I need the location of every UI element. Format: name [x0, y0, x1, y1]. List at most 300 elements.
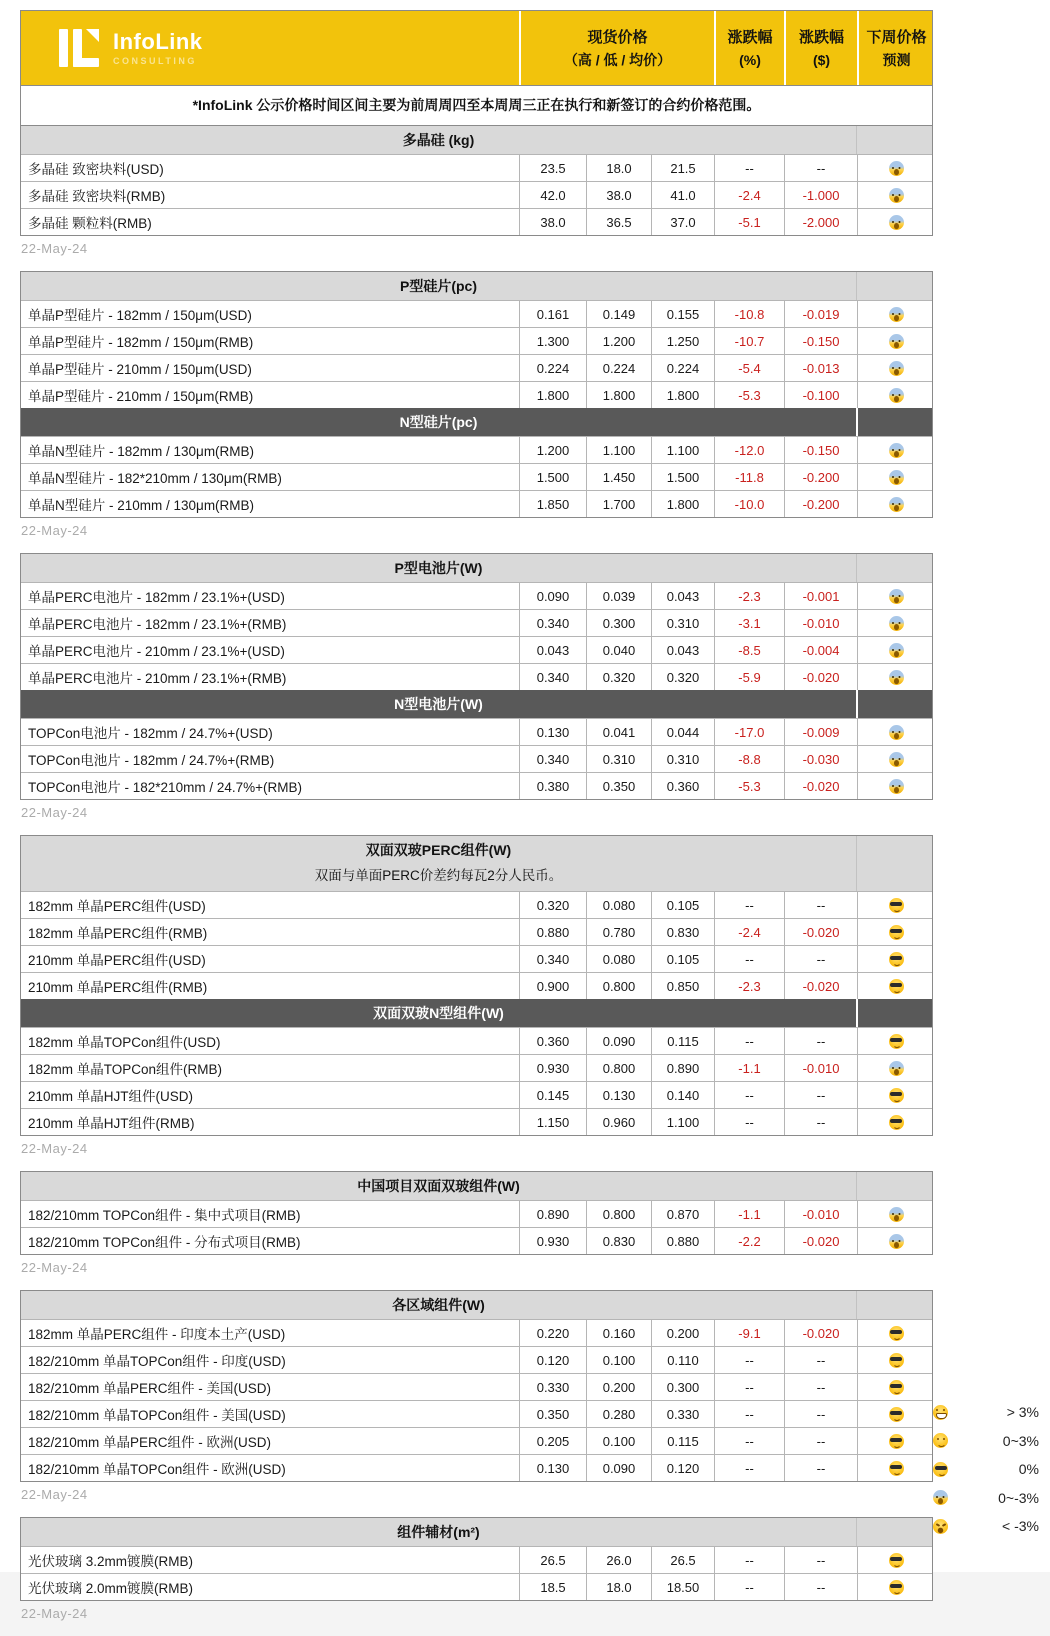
low-price-cell: 0.280 [586, 1401, 651, 1427]
high-price-cell: 0.380 [519, 773, 586, 799]
section-title: N型电池片(W) [394, 696, 483, 712]
product-name-cell: 210mm 单晶PERC组件(USD) [28, 953, 206, 968]
change-usd-cell: -0.020 [784, 664, 857, 690]
table-row [21, 1373, 932, 1400]
change-pct-cell: -2.2 [714, 1228, 784, 1254]
product-name-cell: 182/210mm 单晶TOPCon组件 - 美国(USD) [28, 1408, 286, 1423]
column-header-change-usd: 涨跌幅 ($) [784, 11, 857, 85]
low-price-cell: 0.300 [586, 610, 651, 636]
avg-price-cell: 0.044 [651, 719, 714, 745]
change-pct-cell: -- [714, 1401, 784, 1427]
forecast-cell [857, 1428, 934, 1454]
high-price-cell: 0.930 [519, 1228, 586, 1254]
column-header-change-pct: 涨跌幅 (%) [714, 11, 784, 85]
table-row [21, 436, 932, 463]
change-pct-cell: -- [714, 1547, 784, 1573]
change-pct-cell: -11.8 [714, 464, 784, 490]
change-usd-cell: -0.200 [784, 464, 857, 490]
forecast-cell [857, 637, 934, 663]
low-price-cell: 1.800 [586, 382, 651, 408]
section-header-forecast-cell [856, 272, 932, 300]
change-pct-cell: -10.7 [714, 328, 784, 354]
column-header-spot-price: 现货价格 （高 / 低 / 均价） [519, 11, 714, 85]
legend-label: < -3% [1002, 1518, 1039, 1535]
change-usd-cell: -- [784, 155, 857, 181]
product-name-cell: 182/210mm TOPCon组件 - 分布式项目(RMB) [28, 1235, 301, 1250]
change-pct-cell: -2.4 [714, 182, 784, 208]
avg-price-cell: 18.50 [651, 1574, 714, 1600]
forecast-emoji-icon [889, 215, 904, 230]
change-pct-cell: -5.4 [714, 355, 784, 381]
forecast-emoji-icon [889, 443, 904, 458]
block-date: 22-May-24 [21, 1606, 88, 1621]
section-header-forecast-cell [856, 554, 932, 582]
forecast-emoji-icon [889, 725, 904, 740]
avg-price-cell: 0.115 [651, 1028, 714, 1054]
low-price-cell: 0.200 [586, 1374, 651, 1400]
table-row [21, 1346, 932, 1373]
legend-label: 0~-3% [998, 1489, 1039, 1506]
change-pct-cell: -- [714, 155, 784, 181]
table-row [21, 972, 932, 999]
forecast-emoji-icon [889, 361, 904, 376]
change-pct-cell: -8.5 [714, 637, 784, 663]
low-price-cell: 0.100 [586, 1428, 651, 1454]
forecast-cell [857, 1374, 934, 1400]
forecast-cell [857, 1055, 934, 1081]
avg-price-cell: 0.310 [651, 746, 714, 772]
product-name-cell: 210mm 单晶PERC组件(RMB) [28, 980, 208, 995]
forecast-cell [857, 1347, 934, 1373]
legend-label: > 3% [1006, 1404, 1039, 1421]
avg-price-cell: 0.830 [651, 919, 714, 945]
forecast-cell [857, 1109, 934, 1135]
change-usd-cell: -0.020 [784, 1228, 857, 1254]
section-title: P型电池片(W) [394, 560, 483, 576]
section-header [21, 1291, 932, 1319]
forecast-cell [857, 464, 934, 490]
low-price-cell: 0.960 [586, 1109, 651, 1135]
block-date: 22-May-24 [21, 1260, 88, 1275]
change-pct-cell: -- [714, 1455, 784, 1481]
section-header [21, 836, 932, 891]
block-date: 22-May-24 [21, 1487, 88, 1502]
low-price-cell: 38.0 [586, 182, 651, 208]
product-name-cell: 光伏玻璃 3.2mm镀膜(RMB) [28, 1554, 193, 1569]
table-row [21, 582, 932, 609]
product-name-cell: 光伏玻璃 2.0mm镀膜(RMB) [28, 1581, 193, 1596]
forecast-emoji-icon [889, 1407, 904, 1422]
table-row [21, 300, 932, 327]
change-usd-cell: -0.010 [784, 1201, 857, 1227]
forecast-cell [857, 1028, 934, 1054]
high-price-cell: 42.0 [519, 182, 586, 208]
change-pct-cell: -9.1 [714, 1320, 784, 1346]
forecast-cell [857, 973, 934, 999]
forecast-cell [857, 301, 934, 327]
low-price-cell: 36.5 [586, 209, 651, 235]
forecast-cell [857, 1547, 934, 1573]
price-section [21, 126, 932, 235]
legend-item [933, 1427, 1039, 1456]
table-row [21, 945, 932, 972]
price-block [20, 125, 933, 271]
high-price-cell: 18.5 [519, 1574, 586, 1600]
product-name-cell: 182mm 单晶PERC组件(RMB) [28, 926, 208, 941]
low-price-cell: 0.800 [586, 973, 651, 999]
change-usd-cell: -- [784, 1374, 857, 1400]
low-price-cell: 18.0 [586, 1574, 651, 1600]
section-title: 双面双玻N型组件(W) [373, 1005, 504, 1021]
forecast-emoji-icon [889, 1034, 904, 1049]
change-usd-cell: -0.004 [784, 637, 857, 663]
change-usd-cell: -0.020 [784, 973, 857, 999]
change-pct-cell: -- [714, 1374, 784, 1400]
forecast-cell [857, 155, 934, 181]
forecast-emoji-icon [889, 670, 904, 685]
avg-price-cell: 0.043 [651, 637, 714, 663]
legend-label: 0% [1018, 1461, 1039, 1478]
section-header-forecast-cell [856, 408, 932, 436]
product-name-cell: 单晶PERC电池片 - 210mm / 23.1%+(RMB) [28, 671, 287, 686]
low-price-cell: 0.040 [586, 637, 651, 663]
forecast-cell [857, 583, 934, 609]
low-price-cell: 0.160 [586, 1320, 651, 1346]
avg-price-cell: 1.800 [651, 382, 714, 408]
forecast-emoji-icon [889, 1580, 904, 1595]
change-usd-cell: -0.009 [784, 719, 857, 745]
low-price-cell: 1.450 [586, 464, 651, 490]
change-pct-cell: -- [714, 892, 784, 918]
high-price-cell: 23.5 [519, 155, 586, 181]
forecast-cell [857, 610, 934, 636]
change-usd-cell: -1.000 [784, 182, 857, 208]
change-pct-cell: -2.3 [714, 583, 784, 609]
product-name-cell: 单晶PERC电池片 - 182mm / 23.1%+(RMB) [28, 617, 287, 632]
product-name-cell: TOPCon电池片 - 182mm / 24.7%+(USD) [28, 726, 273, 741]
high-price-cell: 1.800 [519, 382, 586, 408]
avg-price-cell: 0.360 [651, 773, 714, 799]
high-price-cell: 0.360 [519, 1028, 586, 1054]
forecast-legend [933, 1398, 1039, 1541]
forecast-cell [857, 209, 934, 235]
avg-price-cell: 0.140 [651, 1082, 714, 1108]
high-price-cell: 0.340 [519, 610, 586, 636]
forecast-cell [857, 1082, 934, 1108]
low-price-cell: 26.0 [586, 1547, 651, 1573]
table-row [21, 1400, 932, 1427]
high-price-cell: 0.930 [519, 1055, 586, 1081]
change-usd-cell: -0.001 [784, 583, 857, 609]
high-price-cell: 1.850 [519, 491, 586, 517]
avg-price-cell: 1.500 [651, 464, 714, 490]
high-price-cell: 0.145 [519, 1082, 586, 1108]
price-block [20, 271, 933, 553]
legend-emoji-icon [933, 1519, 948, 1534]
table-row [21, 1319, 932, 1346]
avg-price-cell: 1.100 [651, 437, 714, 463]
avg-price-cell: 0.300 [651, 1374, 714, 1400]
section-title: 中国项目双面双玻组件(W) [357, 1178, 520, 1194]
change-pct-cell: -1.1 [714, 1055, 784, 1081]
change-pct-cell: -- [714, 1028, 784, 1054]
forecast-cell [857, 773, 934, 799]
legend-item [933, 1512, 1039, 1541]
avg-price-cell: 0.155 [651, 301, 714, 327]
change-usd-cell: -- [784, 1428, 857, 1454]
low-price-cell: 0.320 [586, 664, 651, 690]
change-usd-cell: -- [784, 1109, 857, 1135]
avg-price-cell: 37.0 [651, 209, 714, 235]
change-usd-cell: -0.150 [784, 437, 857, 463]
product-name-cell: 单晶PERC电池片 - 182mm / 23.1%+(USD) [28, 590, 285, 605]
forecast-emoji-icon [889, 925, 904, 940]
change-pct-cell: -- [714, 1347, 784, 1373]
avg-price-cell: 0.320 [651, 664, 714, 690]
product-name-cell: 182/210mm TOPCon组件 - 集中式项目(RMB) [28, 1208, 301, 1223]
avg-price-cell: 0.880 [651, 1228, 714, 1254]
high-price-cell: 0.130 [519, 1455, 586, 1481]
high-price-cell: 0.330 [519, 1374, 586, 1400]
section-subtitle: 双面与单面PERC价差约每瓦2分人民币。 [314, 868, 563, 883]
high-price-cell: 1.500 [519, 464, 586, 490]
forecast-emoji-icon [889, 1115, 904, 1130]
table-row [21, 354, 932, 381]
product-name-cell: 单晶P型硅片 - 210mm / 150μm(RMB) [28, 389, 254, 404]
avg-price-cell: 0.200 [651, 1320, 714, 1346]
high-price-cell: 0.120 [519, 1347, 586, 1373]
forecast-emoji-icon [889, 388, 904, 403]
low-price-cell: 0.080 [586, 946, 651, 972]
section-header [21, 1172, 932, 1200]
table-row [21, 181, 932, 208]
table-header [20, 10, 933, 85]
avg-price-cell: 1.100 [651, 1109, 714, 1135]
avg-price-cell: 21.5 [651, 155, 714, 181]
change-usd-cell: -- [784, 1455, 857, 1481]
high-price-cell: 0.043 [519, 637, 586, 663]
table-row [21, 1573, 932, 1600]
forecast-cell [857, 946, 934, 972]
forecast-cell [857, 719, 934, 745]
section-header [21, 690, 932, 718]
table-row [21, 1227, 932, 1254]
section-header [21, 554, 932, 582]
change-pct-cell: -- [714, 1109, 784, 1135]
high-price-cell: 0.320 [519, 892, 586, 918]
product-name-cell: 单晶P型硅片 - 182mm / 150μm(RMB) [28, 335, 254, 350]
change-pct-cell: -17.0 [714, 719, 784, 745]
forecast-emoji-icon [889, 1061, 904, 1076]
high-price-cell: 0.350 [519, 1401, 586, 1427]
section-header-forecast-cell [856, 126, 932, 154]
forecast-emoji-icon [889, 1234, 904, 1249]
avg-price-cell: 1.800 [651, 491, 714, 517]
avg-price-cell: 0.105 [651, 892, 714, 918]
table-row [21, 1081, 932, 1108]
price-section [21, 408, 932, 517]
product-name-cell: 多晶硅 致密块料(RMB) [28, 189, 166, 204]
table-row [21, 1108, 932, 1135]
avg-price-cell: 0.890 [651, 1055, 714, 1081]
product-name-cell: 多晶硅 致密块料(USD) [28, 162, 164, 177]
product-name-cell: 182/210mm 单晶TOPCon组件 - 欧洲(USD) [28, 1462, 286, 1477]
high-price-cell: 0.880 [519, 919, 586, 945]
price-period-note: *InfoLink 公示价格时间区间主要为前周周四至本周周三正在执行和新签订的合约价格范围。 [20, 85, 933, 125]
forecast-cell [857, 382, 934, 408]
high-price-cell: 0.340 [519, 946, 586, 972]
price-block [20, 835, 933, 1171]
forecast-cell [857, 182, 934, 208]
price-block [20, 553, 933, 835]
price-section [21, 272, 932, 408]
avg-price-cell: 0.043 [651, 583, 714, 609]
section-header [21, 126, 932, 154]
product-name-cell: 182mm 单晶TOPCon组件(RMB) [28, 1062, 223, 1077]
price-section [21, 690, 932, 799]
avg-price-cell: 0.115 [651, 1428, 714, 1454]
block-date: 22-May-24 [21, 805, 88, 820]
table-row [21, 1027, 932, 1054]
forecast-cell [857, 1320, 934, 1346]
product-name-cell: 单晶P型硅片 - 182mm / 150μm(USD) [28, 308, 252, 323]
table-row [21, 381, 932, 408]
avg-price-cell: 26.5 [651, 1547, 714, 1573]
forecast-emoji-icon [889, 643, 904, 658]
high-price-cell: 1.150 [519, 1109, 586, 1135]
change-pct-cell: -- [714, 1082, 784, 1108]
forecast-cell [857, 1228, 934, 1254]
product-name-cell: 182/210mm 单晶PERC组件 - 美国(USD) [28, 1381, 272, 1396]
product-name-cell: 单晶N型硅片 - 210mm / 130μm(RMB) [28, 498, 255, 513]
low-price-cell: 0.800 [586, 1201, 651, 1227]
low-price-cell: 1.200 [586, 328, 651, 354]
section-header-forecast-cell [856, 1518, 932, 1546]
price-block [20, 1290, 933, 1517]
forecast-cell [857, 437, 934, 463]
logo-cell [21, 11, 519, 85]
high-price-cell: 0.340 [519, 746, 586, 772]
low-price-cell: 18.0 [586, 155, 651, 181]
forecast-cell [857, 746, 934, 772]
forecast-emoji-icon [889, 161, 904, 176]
table-row [21, 1427, 932, 1454]
table-row [21, 609, 932, 636]
table-row [21, 1054, 932, 1081]
legend-item [933, 1455, 1039, 1484]
brand-name: InfoLink [113, 28, 203, 54]
table-row [21, 463, 932, 490]
low-price-cell: 0.310 [586, 746, 651, 772]
forecast-emoji-icon [889, 952, 904, 967]
forecast-emoji-icon [889, 979, 904, 994]
high-price-cell: 26.5 [519, 1547, 586, 1573]
change-usd-cell: -- [784, 1082, 857, 1108]
change-usd-cell: -- [784, 1028, 857, 1054]
forecast-cell [857, 892, 934, 918]
product-name-cell: 182/210mm 单晶TOPCon组件 - 印度(USD) [28, 1354, 286, 1369]
product-name-cell: 单晶P型硅片 - 210mm / 150μm(USD) [28, 362, 252, 377]
change-pct-cell: -2.4 [714, 919, 784, 945]
change-pct-cell: -8.8 [714, 746, 784, 772]
low-price-cell: 0.080 [586, 892, 651, 918]
forecast-emoji-icon [889, 1326, 904, 1341]
change-pct-cell: -1.1 [714, 1201, 784, 1227]
block-date: 22-May-24 [21, 523, 88, 538]
section-header-forecast-cell [856, 1172, 932, 1200]
section-header [21, 999, 932, 1027]
table-row [21, 1454, 932, 1481]
change-pct-cell: -- [714, 946, 784, 972]
change-pct-cell: -2.3 [714, 973, 784, 999]
product-name-cell: TOPCon电池片 - 182mm / 24.7%+(RMB) [28, 753, 275, 768]
change-usd-cell: -2.000 [784, 209, 857, 235]
legend-emoji-icon [933, 1433, 948, 1448]
change-usd-cell: -0.013 [784, 355, 857, 381]
section-header-forecast-cell [856, 690, 932, 718]
avg-price-cell: 0.850 [651, 973, 714, 999]
price-block [20, 1171, 933, 1290]
avg-price-cell: 41.0 [651, 182, 714, 208]
low-price-cell: 0.090 [586, 1028, 651, 1054]
avg-price-cell: 1.250 [651, 328, 714, 354]
forecast-emoji-icon [889, 1088, 904, 1103]
forecast-emoji-icon [889, 307, 904, 322]
change-usd-cell: -0.010 [784, 610, 857, 636]
avg-price-cell: 0.224 [651, 355, 714, 381]
section-title: 各区域组件(W) [392, 1297, 485, 1313]
high-price-cell: 0.890 [519, 1201, 586, 1227]
table-row [21, 636, 932, 663]
forecast-emoji-icon [889, 1461, 904, 1476]
forecast-cell [857, 1201, 934, 1227]
low-price-cell: 0.039 [586, 583, 651, 609]
section-header [21, 1518, 932, 1546]
legend-emoji-icon [933, 1462, 948, 1477]
low-price-cell: 0.100 [586, 1347, 651, 1373]
high-price-cell: 0.205 [519, 1428, 586, 1454]
low-price-cell: 0.130 [586, 1082, 651, 1108]
high-price-cell: 0.340 [519, 664, 586, 690]
change-usd-cell: -0.150 [784, 328, 857, 354]
table-row [21, 745, 932, 772]
legend-item [933, 1398, 1039, 1427]
forecast-cell [857, 355, 934, 381]
change-pct-cell: -5.3 [714, 382, 784, 408]
high-price-cell: 38.0 [519, 209, 586, 235]
forecast-cell [857, 1574, 934, 1600]
change-pct-cell: -12.0 [714, 437, 784, 463]
forecast-cell [857, 919, 934, 945]
legend-label: 0~3% [1002, 1432, 1039, 1449]
change-usd-cell: -- [784, 1347, 857, 1373]
section-title: 双面双玻PERC组件(W) [365, 842, 512, 858]
legend-emoji-icon [933, 1405, 948, 1420]
product-name-cell: 多晶硅 颗粒料(RMB) [28, 216, 152, 231]
price-section [21, 999, 932, 1135]
table-row [21, 327, 932, 354]
low-price-cell: 0.780 [586, 919, 651, 945]
product-name-cell: 182/210mm 单晶PERC组件 - 欧洲(USD) [28, 1435, 272, 1450]
table-row [21, 490, 932, 517]
product-name-cell: 单晶N型硅片 - 182*210mm / 130μm(RMB) [28, 471, 282, 486]
forecast-cell [857, 328, 934, 354]
high-price-cell: 1.300 [519, 328, 586, 354]
logo-text [113, 30, 203, 66]
forecast-emoji-icon [889, 898, 904, 913]
high-price-cell: 0.220 [519, 1320, 586, 1346]
section-title: N型硅片(pc) [399, 414, 478, 430]
